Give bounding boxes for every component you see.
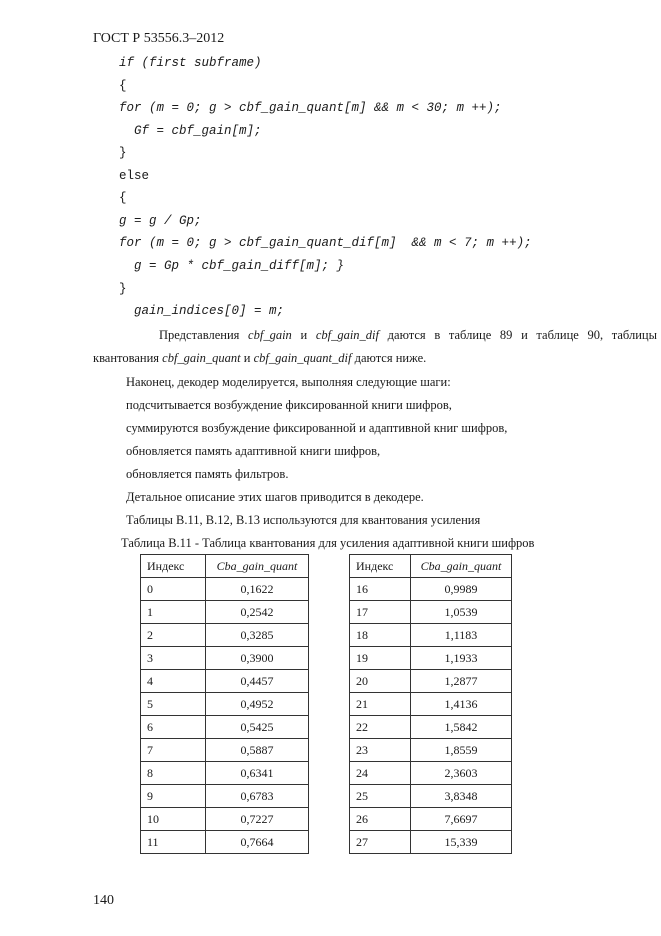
index-cell: 16 xyxy=(350,578,411,601)
text-line: обновляется память адаптивной книги шифров, xyxy=(126,444,381,458)
index-cell: 25 xyxy=(350,785,411,808)
table-row xyxy=(141,762,309,785)
index-cell: 5 xyxy=(141,693,206,716)
table-header-row xyxy=(350,555,512,578)
table-row xyxy=(350,716,512,739)
table-row xyxy=(350,578,512,601)
table-row xyxy=(350,831,512,854)
value-cell: 1,1933 xyxy=(411,647,512,670)
value-cell: 0,9989 xyxy=(411,578,512,601)
index-cell: 3 xyxy=(141,647,206,670)
quant-table-left xyxy=(140,554,309,854)
text-line: Детальное описание этих шагов приводится в декодере. xyxy=(126,490,424,504)
column-header-value: Cba_gain_quant xyxy=(206,555,309,578)
table-row xyxy=(141,739,309,762)
code-line: else xyxy=(119,169,150,183)
value-cell: 1,0539 xyxy=(411,601,512,624)
column-header-index: Индекс xyxy=(141,555,206,578)
index-cell: 19 xyxy=(350,647,411,670)
index-cell: 23 xyxy=(350,739,411,762)
index-cell: 17 xyxy=(350,601,411,624)
value-cell: 0,6341 xyxy=(206,762,309,785)
code-line: g = g / Gp; xyxy=(119,214,202,228)
table-row xyxy=(350,762,512,785)
value-cell: 1,5842 xyxy=(411,716,512,739)
code-line: { xyxy=(119,191,127,205)
value-cell: 7,6697 xyxy=(411,808,512,831)
index-cell: 21 xyxy=(350,693,411,716)
value-cell: 3,8348 xyxy=(411,785,512,808)
value-cell: 0,7227 xyxy=(206,808,309,831)
value-cell: 0,5425 xyxy=(206,716,309,739)
text-line: обновляется память фильтров. xyxy=(126,467,289,481)
index-cell: 7 xyxy=(141,739,206,762)
code-line: { xyxy=(119,79,127,93)
index-cell: 11 xyxy=(141,831,206,854)
value-cell: 0,4952 xyxy=(206,693,309,716)
index-cell: 9 xyxy=(141,785,206,808)
table-row xyxy=(141,831,309,854)
value-cell: 0,3285 xyxy=(206,624,309,647)
text-line: суммируются возбуждение фиксированной и адаптивной книг шифров, xyxy=(126,421,508,435)
column-header-index: Индекс xyxy=(350,555,411,578)
document-header: ГОСТ Р 53556.3–2012 xyxy=(93,31,225,46)
value-cell: 0,3900 xyxy=(206,647,309,670)
value-cell: 0,1622 xyxy=(206,578,309,601)
paragraph-line: квантования cbf_gain_quant и cbf_gain_quant_dif даются ниже. xyxy=(93,351,427,365)
table-row xyxy=(141,693,309,716)
index-cell: 6 xyxy=(141,716,206,739)
value-cell: 0,2542 xyxy=(206,601,309,624)
table-row xyxy=(350,601,512,624)
table-row xyxy=(350,808,512,831)
code-line: gain_indices[0] = m; xyxy=(119,304,285,318)
table-row xyxy=(141,578,309,601)
index-cell: 2 xyxy=(141,624,206,647)
value-cell: 1,2877 xyxy=(411,670,512,693)
code-line: for (m = 0; g > cbf_gain_quant_dif[m] && m < 7; m ++); xyxy=(119,236,532,250)
value-cell: 1,1183 xyxy=(411,624,512,647)
index-cell: 26 xyxy=(350,808,411,831)
text-line: Наконец, декодер моделируется, выполняя следующие шаги: xyxy=(126,375,451,389)
text-line: Таблицы В.11, В.12, В.13 используются для квантования усиления xyxy=(126,513,481,527)
table-row xyxy=(350,624,512,647)
index-cell: 1 xyxy=(141,601,206,624)
table-row xyxy=(141,624,309,647)
table-row xyxy=(141,670,309,693)
table-row xyxy=(141,785,309,808)
code-line: for (m = 0; g > cbf_gain_quant[m] && m < 30; m ++); xyxy=(119,101,502,115)
value-cell: 0,6783 xyxy=(206,785,309,808)
value-cell: 1,8559 xyxy=(411,739,512,762)
table-row xyxy=(350,693,512,716)
index-cell: 27 xyxy=(350,831,411,854)
index-cell: 10 xyxy=(141,808,206,831)
index-cell: 0 xyxy=(141,578,206,601)
value-cell: 2,3603 xyxy=(411,762,512,785)
value-cell: 0,4457 xyxy=(206,670,309,693)
table-caption: Таблица В.11 - Таблица квантования для усиления адаптивной книги шифров xyxy=(121,536,535,550)
index-cell: 24 xyxy=(350,762,411,785)
index-cell: 18 xyxy=(350,624,411,647)
quant-table-right xyxy=(349,554,512,854)
text-line: подсчитывается возбуждение фиксированной книги шифров, xyxy=(126,398,452,412)
code-line: g = Gp * cbf_gain_diff[m]; } xyxy=(119,259,345,273)
value-cell: 0,7664 xyxy=(206,831,309,854)
table-header-row xyxy=(141,555,309,578)
table-row xyxy=(350,647,512,670)
table-row xyxy=(141,716,309,739)
code-line: Gf = cbf_gain[m]; xyxy=(119,124,262,138)
index-cell: 4 xyxy=(141,670,206,693)
paragraph-line: Представления cbf_gain и cbf_gain_dif даются в таблице 89 и таблице 90, таблицы xyxy=(159,328,657,342)
code-line: } xyxy=(119,146,127,160)
table-row xyxy=(141,601,309,624)
table-row xyxy=(141,647,309,670)
index-cell: 22 xyxy=(350,716,411,739)
table-row xyxy=(141,808,309,831)
index-cell: 20 xyxy=(350,670,411,693)
value-cell: 1,4136 xyxy=(411,693,512,716)
table-row xyxy=(350,785,512,808)
code-line: if (first subframe) xyxy=(119,56,262,70)
table-row xyxy=(350,670,512,693)
table-row xyxy=(350,739,512,762)
value-cell: 0,5887 xyxy=(206,739,309,762)
column-header-value: Cba_gain_quant xyxy=(411,555,512,578)
value-cell: 15,339 xyxy=(411,831,512,854)
index-cell: 8 xyxy=(141,762,206,785)
code-line: } xyxy=(119,282,127,296)
page-number: 140 xyxy=(93,893,114,908)
